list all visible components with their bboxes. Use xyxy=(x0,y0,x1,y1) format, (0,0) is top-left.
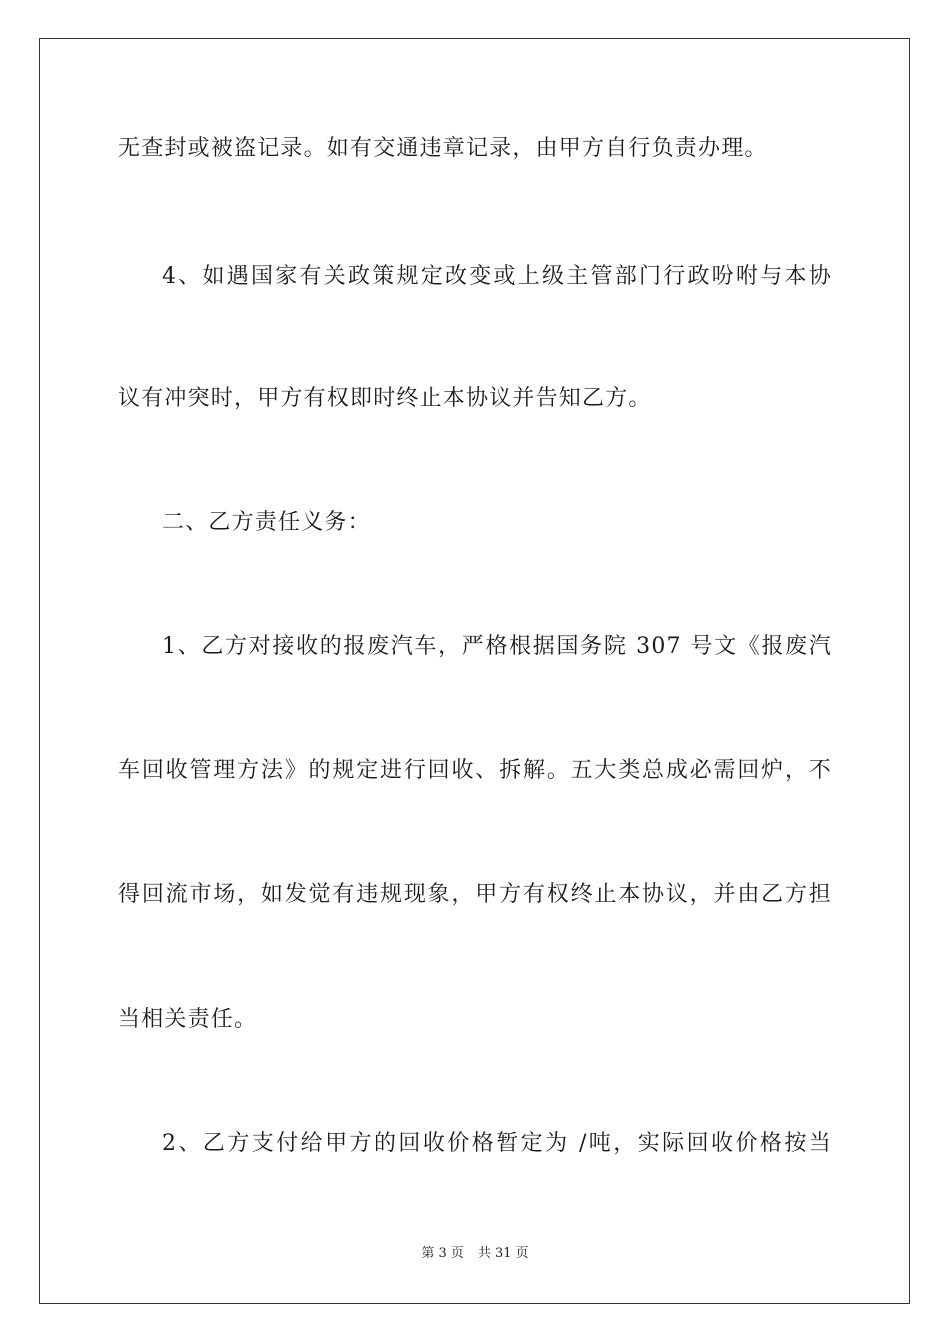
paragraph-line: 当相关责任。 xyxy=(118,1007,258,1032)
paragraph-line: 得回流市场，如发觉有违规现象，甲方有权终止本协议，并由乙方担 xyxy=(118,882,832,907)
paragraph-line: 车回收管理方法》的规定进行回收、拆解。五大类总成必需回炉，不 xyxy=(118,758,832,783)
paragraph-line: 1、乙方对接收的报废汽车，严格根据国务院 307 号文《报废汽 xyxy=(162,634,832,659)
section-heading: 二、乙方责任义务： xyxy=(162,510,371,535)
paragraph-line: 2、乙方支付给甲方的回收价格暂定为 /吨，实际回收价格按当 xyxy=(162,1131,832,1156)
page-footer xyxy=(0,1245,950,1263)
paragraph-line: 4、如遇国家有关政策规定改变或上级主管部门行政吩咐与本协 xyxy=(162,264,832,289)
page-border xyxy=(39,38,910,1304)
paragraph-line: 无查封或被盗记录。如有交通违章记录，由甲方自行负责办理。 xyxy=(118,136,768,161)
total-pages: 共 31 页 xyxy=(477,1246,529,1261)
paragraph-line: 议有冲突时，甲方有权即时终止本协议并告知乙方。 xyxy=(118,386,652,411)
page-number: 第 3 页 xyxy=(421,1246,464,1261)
